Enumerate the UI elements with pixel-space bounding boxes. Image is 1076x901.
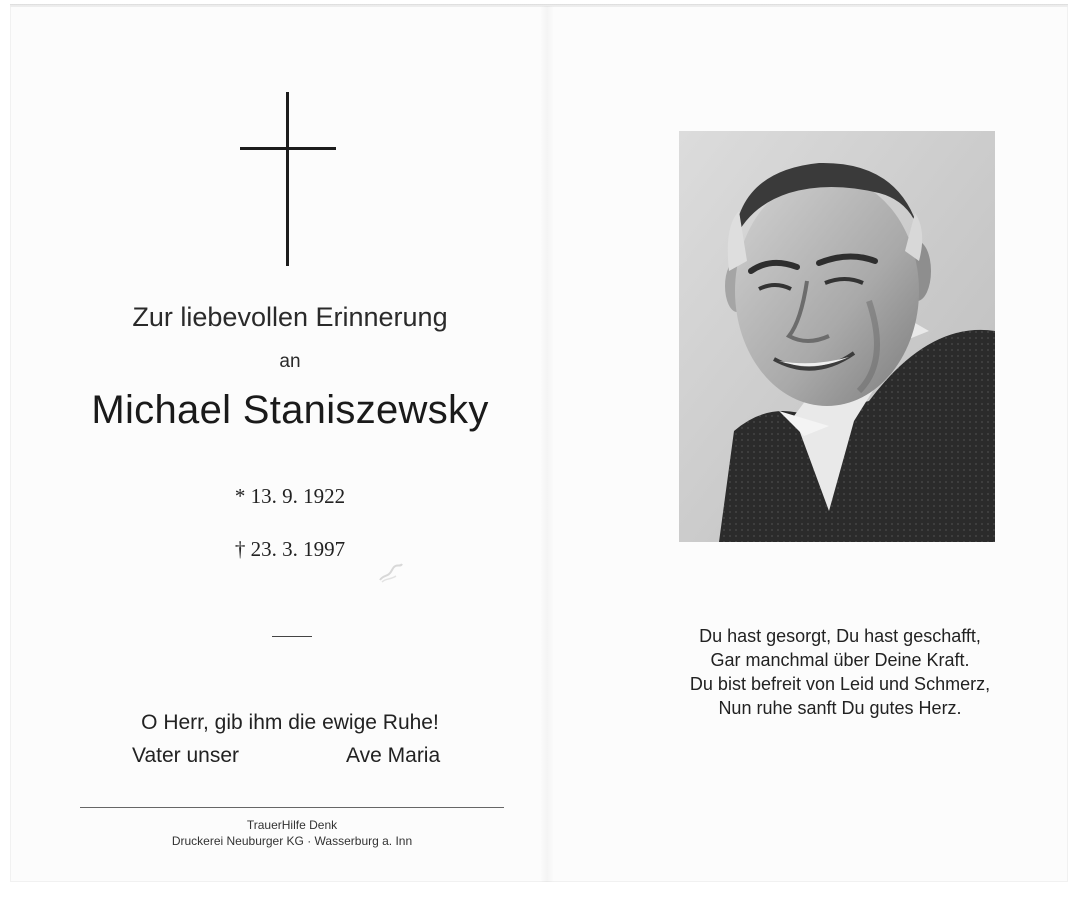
portrait-photo [679, 131, 995, 542]
prayer-vater-unser: Vater unser [132, 744, 239, 767]
poem [640, 624, 1040, 720]
poem-line: Du hast gesorgt, Du hast geschafft, [699, 626, 981, 646]
poem-line: Du bist befreit von Leid und Schmerz, [689, 674, 991, 694]
prayer-ave-maria: Ave Maria [346, 744, 441, 767]
card-fold [540, 6, 554, 882]
connector-text: an [279, 351, 301, 372]
deceased-name: Michael Staniszewsky [91, 388, 489, 432]
cross-horizontal-bar [240, 147, 336, 150]
death-date: † 23. 3. 1997 [234, 537, 346, 561]
paper-smudge [376, 560, 406, 586]
printer-name: TrauerHilfe Denk [246, 818, 338, 832]
portrait-illustration [679, 131, 995, 542]
printer-address: Druckerei Neuburger KG · Wasserburg a. Inn [171, 834, 413, 848]
intro-text: Zur liebevollen Erinnerung [132, 302, 448, 332]
cross-vertical-bar [286, 92, 289, 266]
footer-rule [80, 807, 504, 808]
poem-line: Gar manchmal über Deine Kraft. [710, 650, 970, 670]
poem-line: Nun ruhe sanft Du gutes Herz. [718, 698, 962, 718]
prayer-text: O Herr, gib ihm die ewige Ruhe! [141, 711, 439, 734]
card-top-edge [10, 4, 1068, 7]
birth-date: * 13. 9. 1922 [234, 484, 346, 508]
separator-dash [272, 636, 312, 637]
cross-icon [240, 92, 336, 266]
